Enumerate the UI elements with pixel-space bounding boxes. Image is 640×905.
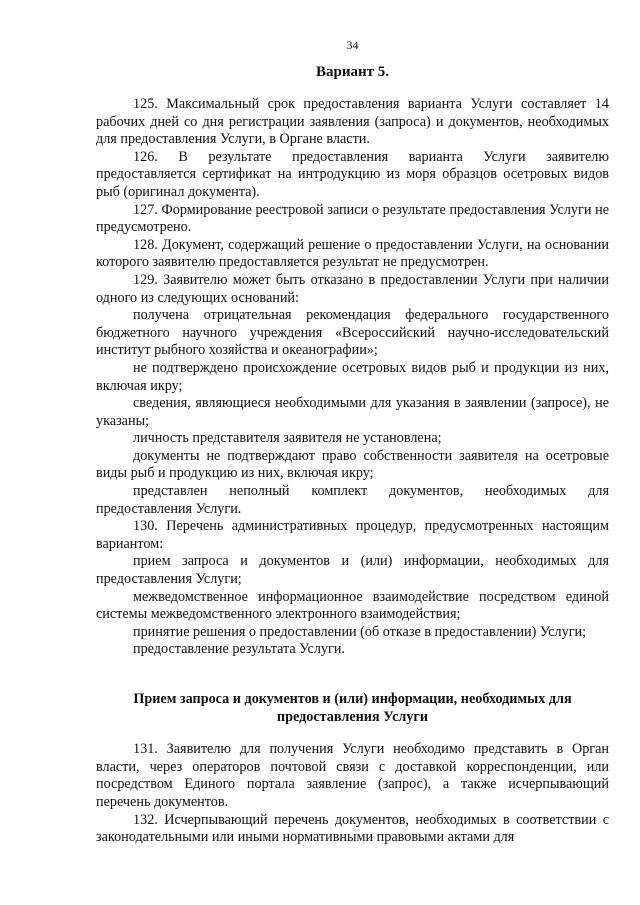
paragraph-127: 127. Формирование реестровой записи о результате предоставления Услуги не предусмотрено. xyxy=(96,201,609,236)
procedure-3: принятие решения о предоставлении (об отказе в предоставлении) Услуги; xyxy=(133,623,587,640)
paragraph-125: 125. Максимальный срок предоставления варианта Услуги составляет 14 рабочих дней со дня регистрации заявления (запроса) и документов, необходимых для предоставления Услуги, в Органе власти. xyxy=(96,96,609,148)
procedure-4: предоставление результата Услуги. xyxy=(133,641,345,658)
paragraph-130: 130. Перечень административных процедур, предусмотренных настоящим вариантом: xyxy=(96,518,609,552)
refusal-ground-6: представлен неполный комплект документов, необходимых для предоставления Услуги. xyxy=(96,483,609,517)
section-heading: Прием запроса и документов и (или) информации, необходимых для предоставления Услуги xyxy=(133,691,572,725)
refusal-ground-1: получена отрицательная рекомендация федерального государственного бюджетного научного учреждения «Всероссийский научно-исследовательский институт рыбного хозяйства и океанографии»; xyxy=(96,307,609,359)
variant-title: Вариант 5. xyxy=(315,64,389,80)
paragraph-128: 128. Документ, содержащий решение о предоставлении Услуги, на основании которого заявителю предоставляется результат не предусмотрен. xyxy=(96,236,609,271)
paragraph-132: 132. Исчерпывающий перечень документов, необходимых в соответствии с законодательными или иными нормативными правовыми актами для xyxy=(96,811,609,846)
paragraph-131: 131. Заявителю для получения Услуги необходимо представить в Орган власти, через операторов почтовой связи с доставкой корреспонденции, или посредством Единого портала заявление (запрос), а также исчерпывающий перечень документов. xyxy=(96,741,609,810)
refusal-ground-2: не подтверждено происхождение осетровых видов рыб и продукции из них, включая икру; xyxy=(96,359,609,394)
paragraph-126: 126. В результате предоставления варианта Услуги заявителю предоставляется сертификат на интродукцию из моря образцов осетровых видов рыб (оригинал документа). xyxy=(96,148,609,200)
procedure-1: прием запроса и документов и (или) информации, необходимых для предоставления Услуги; xyxy=(96,553,609,588)
document-body xyxy=(96,96,609,847)
refusal-ground-4: личность представителя заявителя не установлена; xyxy=(133,430,442,447)
refusal-ground-5: документы не подтверждают право собственности заявителя на осетровые виды рыб и продукцию из них, включая икру; xyxy=(96,447,609,482)
procedure-2: межведомственное информационное взаимодействие посредством единой системы межведомственного электронного взаимодействия; xyxy=(96,588,609,623)
page-number: 34 xyxy=(346,38,359,52)
refusal-ground-3: сведения, являющиеся необходимыми для указания в заявлении (запросе), не указаны; xyxy=(96,395,609,429)
paragraph-129: 129. Заявителю может быть отказано в предоставлении Услуги при наличии одного из следующих оснований: xyxy=(96,271,609,306)
